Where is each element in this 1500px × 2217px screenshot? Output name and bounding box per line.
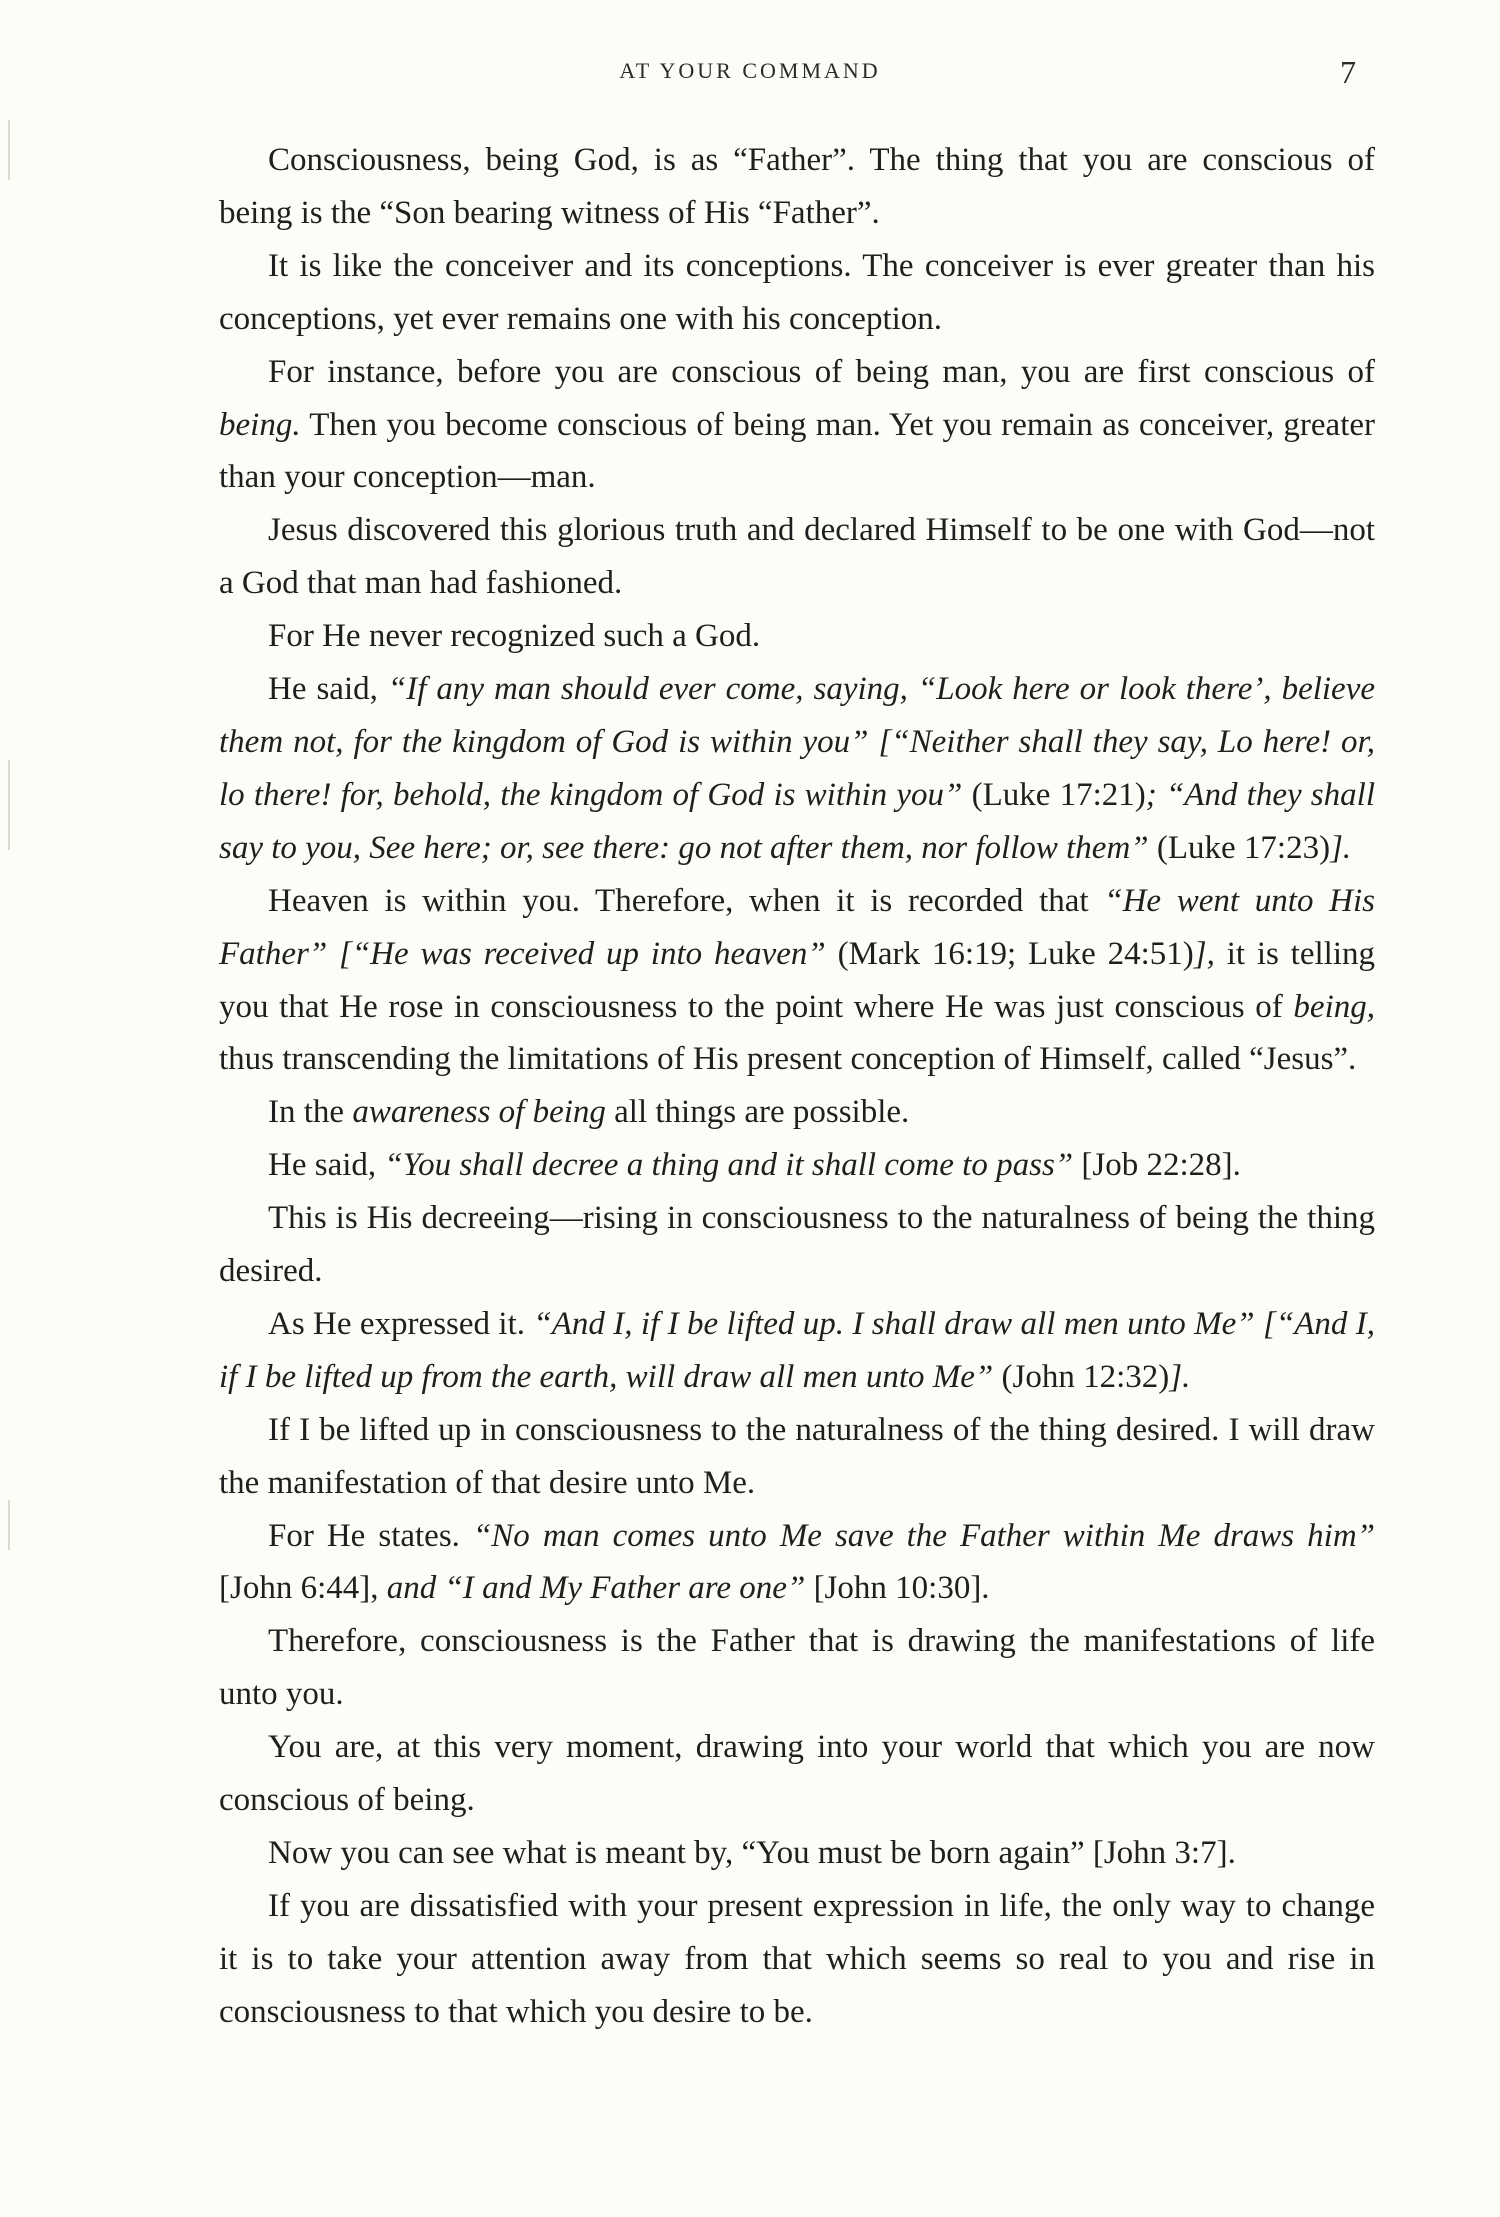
italic-text-segment: “If any man should ever come, saying, “Look here or look there’, believe them not, for the kingdom of God is within you” [“Neither shall they say, Lo here! or, lo there! for, behold, the kingdom of God is within you” bbox=[219, 671, 1376, 813]
paragraph bbox=[219, 1404, 1375, 1510]
italic-text-segment: ]. bbox=[1330, 829, 1352, 866]
text-segment: Therefore, consciousness is the Father that is drawing the manifestations of life unto you. bbox=[219, 1623, 1375, 1713]
italic-text-segment: being. bbox=[219, 406, 301, 443]
text-segment: Jesus discovered this glorious truth and declared Himself to be one with God—not a God that man had fashioned. bbox=[219, 512, 1375, 602]
text-segment: (Luke 17:23) bbox=[1148, 829, 1331, 866]
italic-text-segment: being, bbox=[1293, 988, 1375, 1025]
text-segment: [Job 22:28]. bbox=[1073, 1147, 1241, 1184]
page-number: 7 bbox=[1340, 54, 1356, 90]
paragraph bbox=[219, 1139, 1375, 1192]
paragraph bbox=[219, 346, 1375, 505]
text-segment: Consciousness, being God, is as “Father”. The thing that you are conscious of being is the “Son bearing witness of His “Father”. bbox=[219, 142, 1375, 231]
scan-edge-line bbox=[8, 1500, 10, 1550]
text-segment: If you are dissatisfied with your present expression in life, the only way to change it is to take your attention away from that which seems so real to you and rise in consciousness to that which you desire to be. bbox=[219, 1887, 1375, 2030]
text-segment: As He expressed it. bbox=[268, 1305, 534, 1342]
text-segment: thus transcending the limitations of His present conception of Himself, called “Jesus”. bbox=[219, 1041, 1357, 1078]
paragraph bbox=[219, 504, 1375, 610]
text-segment: You are, at this very moment, drawing into your world that which you are now conscious of being. bbox=[219, 1729, 1375, 1819]
italic-text-segment: “No man comes unto Me save the Father within Me draws him” bbox=[472, 1517, 1376, 1554]
text-segment: It is like the conceiver and its conceptions. The conceiver is ever greater than his conceptions, yet ever remains one with his conception. bbox=[219, 247, 1375, 337]
scan-edge-line bbox=[8, 120, 10, 180]
text-segment: it is telling you that He rose in consciousness to the point where He was just conscious of bbox=[219, 935, 1375, 1025]
italic-text-segment: ], bbox=[1193, 935, 1215, 972]
paragraph bbox=[219, 1510, 1375, 1616]
text-segment: Now you can see what is meant by, “You must be born again” [John 3:7]. bbox=[268, 1835, 1236, 1871]
italic-text-segment: ; “And they shall say to you, See here; or, see there: go not after them, nor follow them” bbox=[219, 776, 1375, 866]
paragraph bbox=[219, 1086, 1375, 1139]
italic-text-segment: “And I, if I be lifted up. I shall draw all men unto Me” [“And I, if I be lifted up from the earth, will draw all men unto Me” bbox=[219, 1305, 1375, 1395]
italic-text-segment: “He went unto His Father” [“He was received up into heaven” bbox=[219, 882, 1375, 972]
paragraph bbox=[219, 134, 1375, 240]
paragraph bbox=[219, 240, 1375, 346]
text-segment: This is His decreeing—rising in consciousness to the naturalness of being the thing desired. bbox=[219, 1200, 1375, 1290]
text-segment: (John 12:32) bbox=[993, 1358, 1170, 1395]
text-segment: (Luke 17:21) bbox=[962, 776, 1146, 813]
text-segment: [John 6:44], bbox=[219, 1570, 387, 1607]
italic-text-segment: awareness of being bbox=[352, 1094, 606, 1131]
text-segment: Then you become conscious of being man. Yet you remain as conceiver, greater than your conception—man. bbox=[219, 406, 1375, 496]
scan-edge-line bbox=[8, 760, 10, 850]
paragraph bbox=[219, 1880, 1375, 2039]
text-segment: He said, bbox=[268, 671, 388, 708]
paragraph bbox=[219, 875, 1375, 1087]
text-segment: (Mark 16:19; Luke 24:51) bbox=[825, 935, 1194, 972]
paragraph bbox=[219, 663, 1375, 875]
text-segment: Heaven is within you. Therefore, when it is recorded that bbox=[268, 882, 1105, 919]
paragraph bbox=[219, 1192, 1375, 1298]
paragraph bbox=[219, 1298, 1375, 1404]
paragraph bbox=[219, 1827, 1375, 1880]
text-segment: For He states. bbox=[268, 1517, 473, 1554]
text-segment: [John 10:30]. bbox=[805, 1570, 990, 1607]
text-segment: In the bbox=[268, 1094, 353, 1131]
running-title: AT YOUR COMMAND bbox=[619, 58, 881, 83]
text-segment: all things are possible. bbox=[605, 1094, 910, 1131]
text-segment: He said, bbox=[268, 1147, 385, 1184]
text-segment: If I be lifted up in consciousness to the naturalness of the thing desired. I will draw the manifestation of that desire unto Me. bbox=[219, 1411, 1375, 1501]
paragraph bbox=[219, 1721, 1375, 1827]
paragraph bbox=[219, 610, 1375, 663]
text-segment: For He never recognized such a God. bbox=[268, 618, 761, 655]
italic-text-segment: and “I and My Father are one” bbox=[386, 1570, 806, 1607]
text-segment: For instance, before you are conscious of being man, you are first conscious of bbox=[268, 353, 1375, 390]
paragraph bbox=[219, 1615, 1375, 1721]
running-head bbox=[0, 54, 1500, 94]
italic-text-segment: ]. bbox=[1169, 1358, 1191, 1395]
body-text bbox=[219, 134, 1375, 2039]
italic-text-segment: “You shall decree a thing and it shall come to pass” bbox=[384, 1147, 1074, 1184]
